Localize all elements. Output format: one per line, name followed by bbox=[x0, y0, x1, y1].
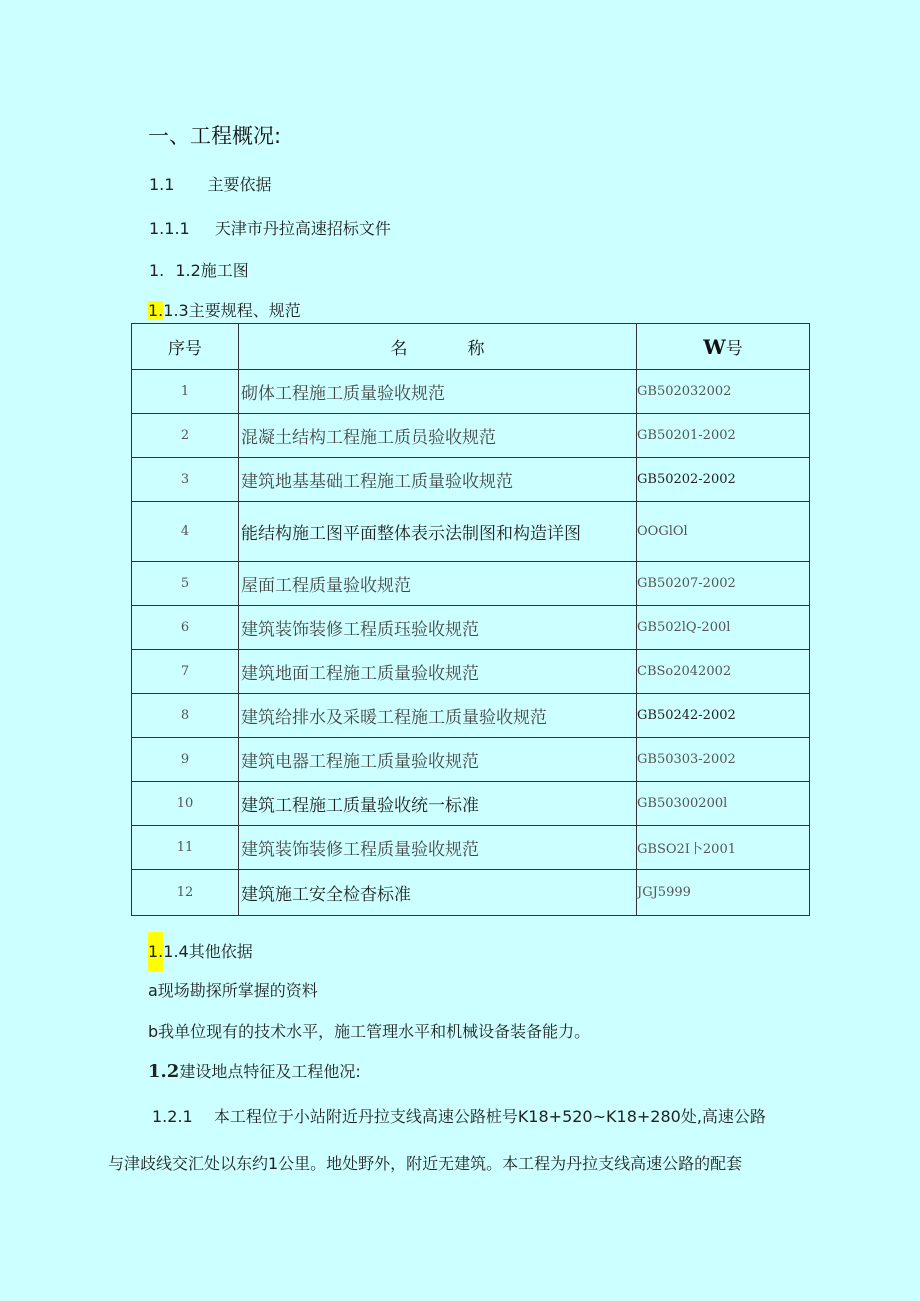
row-code: GB502032002 bbox=[637, 370, 810, 414]
header-code bbox=[637, 324, 810, 370]
section-1-1-4 bbox=[148, 932, 253, 972]
section-1-2-1-line1 bbox=[152, 1104, 766, 1127]
section-1-1-title: 主要依据 bbox=[207, 175, 272, 194]
row-code: GBSO2I卜2001 bbox=[637, 826, 810, 870]
standards-table bbox=[131, 323, 810, 916]
row-name: 混凝土结构工程施工质员验收规范 bbox=[239, 414, 637, 458]
row-name: 建筑施工安全检杳标准 bbox=[239, 870, 637, 916]
row-name: 砌体工程施工质量验收规范 bbox=[239, 370, 637, 414]
section-1-2-1-number: 1.2.1 bbox=[152, 1107, 193, 1126]
row-number: 11 bbox=[132, 826, 239, 870]
header-serial: 序号 bbox=[132, 324, 239, 370]
row-code: GB50303-2002 bbox=[637, 738, 810, 782]
row-name: 建筑电器工程施工质量验收规范 bbox=[239, 738, 637, 782]
row-code: GB50207-2002 bbox=[637, 562, 810, 606]
row-number: 6 bbox=[132, 606, 239, 650]
table-row bbox=[132, 870, 810, 916]
row-code: OOGlOl bbox=[637, 502, 810, 562]
table-row bbox=[132, 826, 810, 870]
section-1-2 bbox=[148, 1059, 361, 1082]
table-row bbox=[132, 370, 810, 414]
row-name: 建筑工程施工质量验收统一标准 bbox=[239, 782, 637, 826]
row-code: JGJ5999 bbox=[637, 870, 810, 916]
table-row bbox=[132, 606, 810, 650]
table-header-row bbox=[132, 324, 810, 370]
table-row bbox=[132, 458, 810, 502]
row-code: GB50242-2002 bbox=[637, 694, 810, 738]
section-1-1-3-title: 1.3主要规程、规范 bbox=[163, 301, 301, 320]
row-number: 2 bbox=[132, 414, 239, 458]
highlight-mark: 1. bbox=[148, 932, 163, 972]
row-number: 8 bbox=[132, 694, 239, 738]
table-row bbox=[132, 782, 810, 826]
list-item-a: a现场勘探所掌握的资料 bbox=[148, 981, 318, 1000]
table-row bbox=[132, 650, 810, 694]
row-number: 7 bbox=[132, 650, 239, 694]
row-name: 建筑装饰装修工程质珏验收规范 bbox=[239, 606, 637, 650]
highlight-mark: 1. bbox=[148, 301, 164, 320]
row-number: 3 bbox=[132, 458, 239, 502]
row-name: 屋面工程质量验收规范 bbox=[239, 562, 637, 606]
row-code: GB50201-2002 bbox=[637, 414, 810, 458]
section-1-2-number: 1.2 bbox=[148, 1061, 180, 1082]
section-1-1-2-number: 1. bbox=[149, 261, 165, 280]
row-number: 5 bbox=[132, 562, 239, 606]
table-row bbox=[132, 414, 810, 458]
section-1-1-1 bbox=[149, 216, 391, 239]
section-1-1 bbox=[149, 172, 272, 195]
row-name: 建筑地面工程施工质量验收规范 bbox=[239, 650, 637, 694]
row-name: 能结构施工图平面整体表示法制图和构造详图 bbox=[239, 502, 637, 562]
row-number: 10 bbox=[132, 782, 239, 826]
row-code: GB50300200l bbox=[637, 782, 810, 826]
section-1-1-2-title: 1.2施工图 bbox=[175, 261, 249, 280]
section-1-1-1-number: 1.1.1 bbox=[149, 219, 190, 238]
row-name: 建筑装饰装修工程质量验收规范 bbox=[239, 826, 637, 870]
section-1-1-2 bbox=[149, 258, 249, 281]
row-code: GB502lQ-200l bbox=[637, 606, 810, 650]
section-1-2-1-line2: 与津歧线交汇处以东约1公里。地处野外，附近无建筑。本工程为丹拉支线高速公路的配套 bbox=[108, 1154, 743, 1173]
row-name: 建筑地基基础工程施工质量验收规范 bbox=[239, 458, 637, 502]
row-number: 1 bbox=[132, 370, 239, 414]
section-1-1-1-title: 天津市丹拉高速招标文件 bbox=[214, 219, 391, 238]
section-1-1-3 bbox=[148, 298, 301, 321]
header-code-bold: W bbox=[703, 335, 726, 359]
row-name: 建筑给排水及采暖工程施工质量验收规范 bbox=[239, 694, 637, 738]
table-row bbox=[132, 562, 810, 606]
row-number: 12 bbox=[132, 870, 239, 916]
table-row bbox=[132, 738, 810, 782]
row-number: 4 bbox=[132, 502, 239, 562]
section-heading: 一、工程概况: bbox=[148, 124, 282, 148]
header-name: 名称 bbox=[239, 324, 637, 370]
table-row bbox=[132, 502, 810, 562]
table-row bbox=[132, 694, 810, 738]
row-code: GB50202-2002 bbox=[637, 458, 810, 502]
section-1-2-title: 建设地点特征及工程他况: bbox=[179, 1062, 361, 1081]
section-1-1-number: 1.1 bbox=[149, 175, 175, 194]
section-1-1-4-title: 1.4其他依据 bbox=[163, 942, 253, 961]
header-code-rest: 号 bbox=[725, 339, 743, 359]
row-number: 9 bbox=[132, 738, 239, 782]
list-item-b: b我单位现有的技术水平，施工管理水平和机械设备装备能力。 bbox=[148, 1022, 591, 1041]
section-1-2-1-text: 本工程位于小站附近丹拉支线高速公路桩号K18+520~K18+280处,高速公路 bbox=[213, 1107, 766, 1126]
row-code: CBSo2042002 bbox=[637, 650, 810, 694]
